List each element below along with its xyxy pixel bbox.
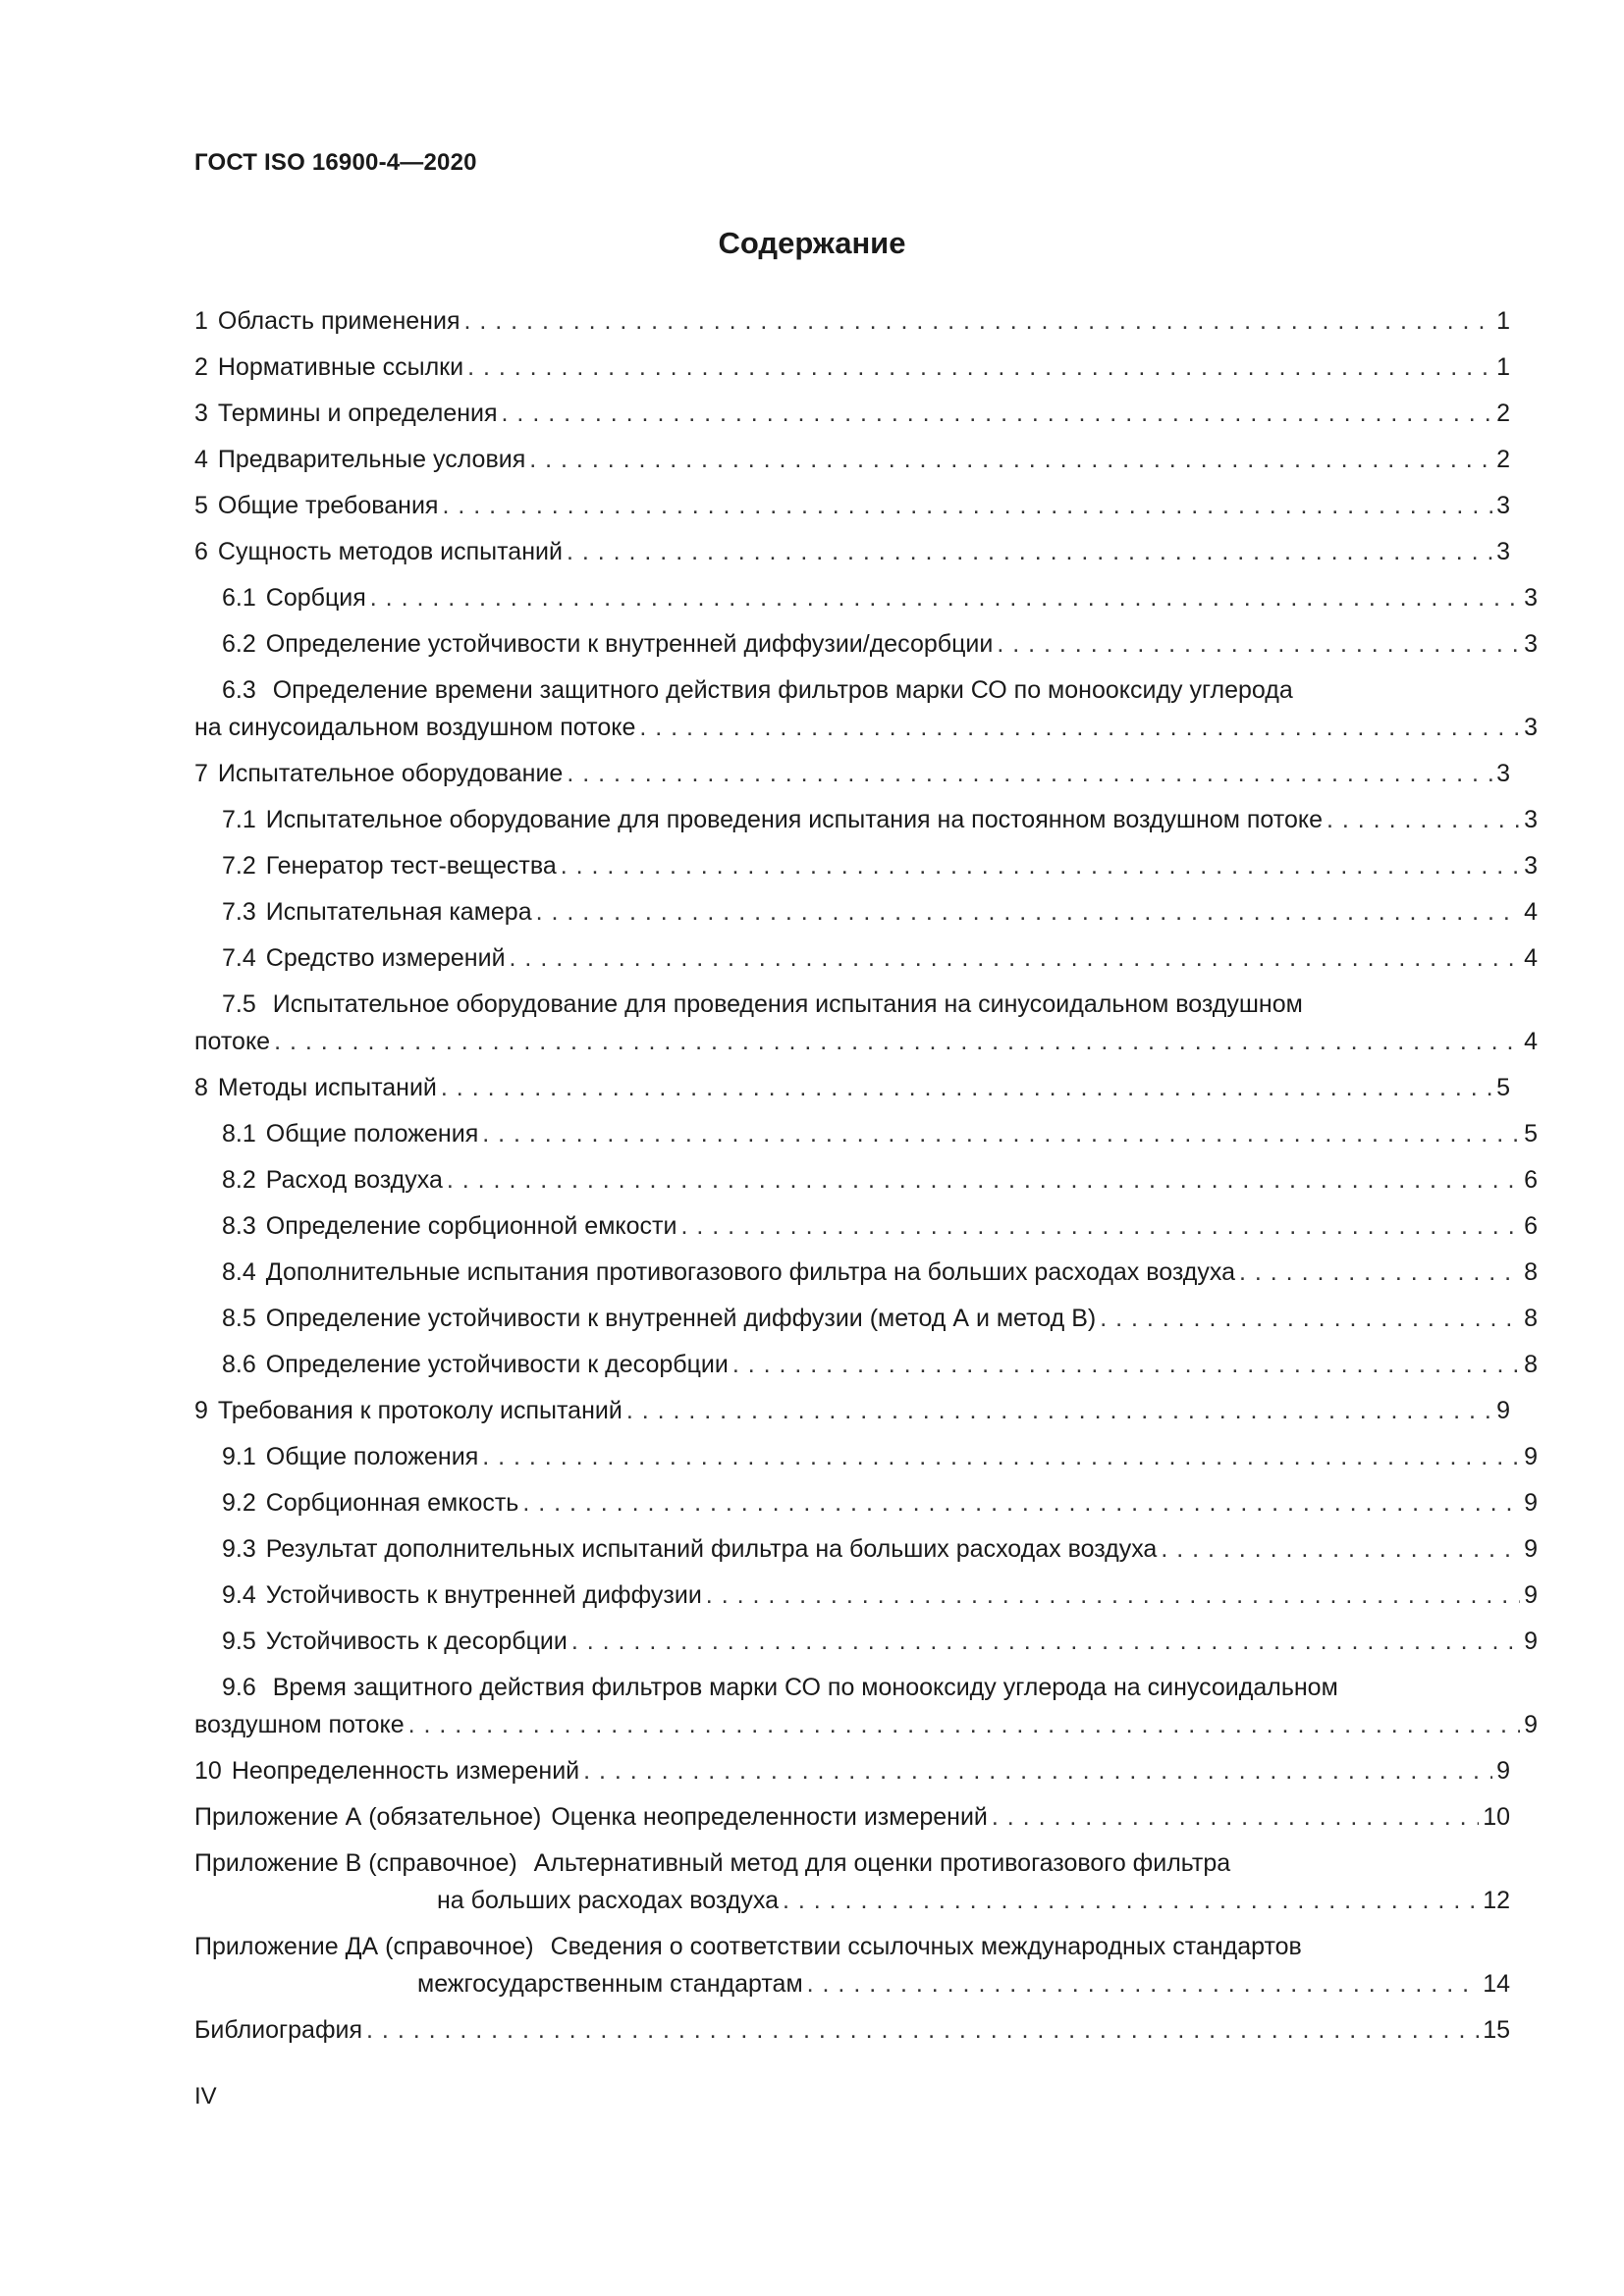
toc-entry-title: Определение устойчивости к десорбции xyxy=(265,1351,729,1378)
dot-leader xyxy=(639,708,1520,747)
toc-entry-number: 9.4 xyxy=(222,1581,256,1609)
dot-leader xyxy=(783,1881,1479,1920)
toc-entry-page: 4 xyxy=(1524,1028,1538,1055)
toc-entry-6-1[interactable] xyxy=(194,578,1538,617)
toc-entry-8-4[interactable] xyxy=(194,1253,1538,1292)
toc-entry-title: Сорбция xyxy=(265,584,366,612)
bibliography-title: Библиография xyxy=(194,2016,363,2044)
appendix-title: Сведения о соответствии ссылочных международных стандартов xyxy=(550,1933,1302,1960)
toc-entry-page: 9 xyxy=(1524,1443,1538,1470)
toc-entry-number: 9.2 xyxy=(222,1489,256,1517)
toc-entry-title: Испытательное оборудование для проведения испытания на постоянном воздушном потоке xyxy=(265,806,1323,833)
toc-entry-page: 3 xyxy=(1496,760,1510,787)
dot-leader xyxy=(561,846,1520,885)
toc-entry-title: Общие положения xyxy=(265,1443,479,1470)
toc-entry-9-2[interactable] xyxy=(194,1483,1538,1522)
dot-leader xyxy=(408,1705,1520,1744)
toc-entry-title: Сорбционная емкость xyxy=(265,1489,519,1517)
dot-leader xyxy=(567,754,1492,793)
toc-entry-page: 5 xyxy=(1496,1074,1510,1101)
dot-leader xyxy=(442,486,1492,525)
toc-entry-number: 6.2 xyxy=(222,630,256,658)
toc-entry-9[interactable] xyxy=(194,1391,1510,1430)
toc-entry-title: Устойчивость к десорбции xyxy=(265,1628,568,1655)
appendix-title-continued: на больших расходах воздуха xyxy=(437,1887,779,1914)
toc-entry-page: 9 xyxy=(1524,1628,1538,1655)
toc-appendix-b[interactable] xyxy=(194,1843,1510,1920)
toc-entry-8-6[interactable] xyxy=(194,1345,1538,1384)
dot-leader xyxy=(536,892,1520,932)
toc-entry-page: 2 xyxy=(1496,446,1510,473)
appendix-label: Приложение В (справочное) xyxy=(194,1849,517,1877)
toc-entry-page: 3 xyxy=(1524,714,1538,741)
dot-leader xyxy=(463,301,1492,341)
toc-entry-title-continued: на синусоидальном воздушном потоке xyxy=(194,714,636,741)
toc-entry-3[interactable] xyxy=(194,394,1510,433)
toc-entry-title: Термины и определения xyxy=(217,400,498,427)
dot-leader xyxy=(1326,800,1520,839)
toc-entry-title: Результат дополнительных испытаний фильтра на больших расходах воздуха xyxy=(265,1535,1158,1563)
dot-leader xyxy=(510,938,1521,978)
dot-leader xyxy=(529,440,1492,479)
toc-entry-page: 4 xyxy=(1524,898,1538,926)
toc-entry-title-continued: потоке xyxy=(194,1028,271,1055)
toc-entry-7-1[interactable] xyxy=(194,800,1538,839)
toc-entry-number: 7.5 xyxy=(222,990,256,1018)
toc-entry-1[interactable] xyxy=(194,301,1510,341)
toc-entry-7-3[interactable] xyxy=(194,892,1538,932)
toc-entry-page: 8 xyxy=(1524,1258,1538,1286)
dot-leader xyxy=(567,532,1492,571)
toc-entry-page: 2 xyxy=(1496,400,1510,427)
toc-entry-number: 8.4 xyxy=(222,1258,256,1286)
dot-leader xyxy=(732,1345,1520,1384)
toc-entry-page: 3 xyxy=(1524,852,1538,880)
toc-entry-page: 8 xyxy=(1524,1305,1538,1332)
toc-entry-9-4[interactable] xyxy=(194,1575,1538,1615)
toc-entry-title: Определение сорбционной емкости xyxy=(265,1212,677,1240)
toc-entry-title: Общие требования xyxy=(217,492,439,519)
toc-entry-number: 7.1 xyxy=(222,806,256,833)
dot-leader xyxy=(706,1575,1520,1615)
toc-entry-title: Нормативные ссылки xyxy=(217,353,464,381)
toc-entry-title: Определение времени защитного действия фильтров марки СО по монооксиду углерода xyxy=(272,676,1293,704)
toc-entry-number: 9.1 xyxy=(222,1443,256,1470)
toc-entry-title: Генератор тест-вещества xyxy=(265,852,557,880)
toc-entry-title: Время защитного действия фильтров марки СО по монооксиду углерода на синусоидальном xyxy=(272,1674,1338,1701)
toc-entry-7-4[interactable] xyxy=(194,938,1538,978)
appendix-title-continued: межгосударственным стандартам xyxy=(417,1970,803,1998)
toc-entry-title: Определение устойчивости к внутренней диффузии (метод А и метод В) xyxy=(265,1305,1097,1332)
toc-appendix-da[interactable] xyxy=(194,1927,1510,2003)
toc-entry-page: 12 xyxy=(1483,1887,1510,1914)
toc-entry-title: Определение устойчивости к внутренней диффузии/десорбции xyxy=(265,630,994,658)
toc-entry-page: 4 xyxy=(1524,944,1538,972)
toc-entry-10[interactable] xyxy=(194,1751,1510,1790)
toc-entry-title: Испытательная камера xyxy=(265,898,532,926)
toc-entry-number: 8.3 xyxy=(222,1212,256,1240)
toc-entry-title: Требования к протоколу испытаний xyxy=(217,1397,623,1424)
toc-entry-number: 4 xyxy=(194,446,208,473)
toc-entry-number: 8 xyxy=(194,1074,208,1101)
toc-entry-page: 3 xyxy=(1496,538,1510,565)
dot-leader xyxy=(680,1206,1520,1246)
toc-entry-number: 6.3 xyxy=(222,676,256,704)
toc-entry-number: 5 xyxy=(194,492,208,519)
toc-entry-9-1[interactable] xyxy=(194,1437,1538,1476)
toc-entry-page: 9 xyxy=(1496,1757,1510,1785)
toc-entry-title-continued: воздушном потоке xyxy=(194,1711,405,1738)
page-number: IV xyxy=(194,2083,217,2109)
appendix-label: Приложение А (обязательное) xyxy=(194,1803,542,1831)
dot-leader xyxy=(626,1391,1492,1430)
toc-entry-page: 3 xyxy=(1496,492,1510,519)
toc-entry-title: Испытательное оборудование для проведения испытания на синусоидальном воздушном xyxy=(272,990,1303,1018)
toc-entry-number: 9.5 xyxy=(222,1628,256,1655)
toc-entry-number: 7.3 xyxy=(222,898,256,926)
toc-entry-7-5[interactable] xyxy=(194,985,1538,1061)
toc-entry-2[interactable] xyxy=(194,347,1510,387)
toc-entry-title: Дополнительные испытания противогазового фильтра на больших расходах воздуха xyxy=(265,1258,1235,1286)
toc-entry-page: 9 xyxy=(1524,1581,1538,1609)
toc-entry-title: Расход воздуха xyxy=(265,1166,443,1194)
toc-entry-8-2[interactable] xyxy=(194,1160,1538,1200)
dot-leader xyxy=(370,578,1520,617)
toc-entry-number: 9.6 xyxy=(222,1674,256,1701)
toc-entry-9-6[interactable] xyxy=(194,1668,1538,1744)
toc-entry-7-2[interactable] xyxy=(194,846,1538,885)
toc-entry-page: 8 xyxy=(1524,1351,1538,1378)
toc-entry-title: Область применения xyxy=(217,307,460,335)
toc-entry-number: 8.6 xyxy=(222,1351,256,1378)
dot-leader xyxy=(482,1114,1520,1153)
toc-entry-page: 1 xyxy=(1496,307,1510,335)
toc-entry-page: 3 xyxy=(1524,806,1538,833)
toc-entry-number: 8.5 xyxy=(222,1305,256,1332)
toc-title: Содержание xyxy=(718,226,906,260)
toc-entry-4[interactable] xyxy=(194,440,1510,479)
toc-entry-page: 9 xyxy=(1524,1489,1538,1517)
dot-leader xyxy=(997,624,1520,664)
dot-leader xyxy=(992,1797,1479,1837)
toc-entry-8[interactable] xyxy=(194,1068,1510,1107)
toc-entry-number: 1 xyxy=(194,307,208,335)
dot-leader xyxy=(1100,1299,1520,1338)
dot-leader xyxy=(571,1622,1520,1661)
toc-entry-number: 10 xyxy=(194,1757,222,1785)
dot-leader xyxy=(522,1483,1520,1522)
appendix-title: Оценка неопределенности измерений xyxy=(551,1803,988,1831)
toc-entry-number: 6.1 xyxy=(222,584,256,612)
toc-entry-page: 9 xyxy=(1524,1535,1538,1563)
toc-entry-number: 8.1 xyxy=(222,1120,256,1148)
toc-entry-number: 7.2 xyxy=(222,852,256,880)
dot-leader xyxy=(441,1068,1492,1107)
dot-leader xyxy=(447,1160,1520,1200)
toc-entry-8-5[interactable] xyxy=(194,1299,1538,1338)
table-of-contents xyxy=(194,301,1538,2056)
toc-entry-title: Неопределенность измерений xyxy=(231,1757,580,1785)
toc-entry-6-2[interactable] xyxy=(194,624,1538,664)
toc-entry-title: Средство измерений xyxy=(265,944,506,972)
toc-entry-number: 9 xyxy=(194,1397,208,1424)
toc-entry-title: Сущность методов испытаний xyxy=(217,538,563,565)
toc-entry-9-5[interactable] xyxy=(194,1622,1538,1661)
toc-entry-5[interactable] xyxy=(194,486,1510,525)
dot-leader xyxy=(274,1022,1520,1061)
toc-entry-8-1[interactable] xyxy=(194,1114,1538,1153)
toc-entry-page: 6 xyxy=(1524,1166,1538,1194)
toc-entry-number: 9.3 xyxy=(222,1535,256,1563)
toc-entry-page: 9 xyxy=(1524,1711,1538,1738)
toc-entry-title: Методы испытаний xyxy=(217,1074,437,1101)
toc-entry-page: 15 xyxy=(1483,2016,1510,2044)
toc-entry-title: Предварительные условия xyxy=(217,446,526,473)
dot-leader xyxy=(366,2010,1479,2050)
toc-bibliography[interactable] xyxy=(194,2010,1510,2050)
dot-leader xyxy=(807,1964,1480,2003)
document-code: ГОСТ ISO 16900-4—2020 xyxy=(194,149,477,176)
toc-entry-8-3[interactable] xyxy=(194,1206,1538,1246)
toc-entry-page: 9 xyxy=(1496,1397,1510,1424)
toc-entry-number: 7 xyxy=(194,760,208,787)
dot-leader xyxy=(1239,1253,1520,1292)
toc-entry-page: 1 xyxy=(1496,353,1510,381)
dot-leader xyxy=(583,1751,1492,1790)
toc-entry-page: 6 xyxy=(1524,1212,1538,1240)
toc-entry-page: 10 xyxy=(1483,1803,1510,1831)
toc-entry-6[interactable] xyxy=(194,532,1510,571)
toc-entry-title: Общие положения xyxy=(265,1120,479,1148)
toc-entry-page: 14 xyxy=(1483,1970,1510,1998)
toc-entry-number: 7.4 xyxy=(222,944,256,972)
appendix-label: Приложение ДА (справочное) xyxy=(194,1933,534,1960)
toc-entry-title: Испытательное оборудование xyxy=(217,760,564,787)
toc-entry-9-3[interactable] xyxy=(194,1529,1538,1569)
toc-entry-number: 8.2 xyxy=(222,1166,256,1194)
toc-entry-number: 2 xyxy=(194,353,208,381)
toc-entry-number: 6 xyxy=(194,538,208,565)
toc-entry-number: 3 xyxy=(194,400,208,427)
appendix-title: Альтернативный метод для оценки противогазового фильтра xyxy=(533,1849,1231,1877)
toc-appendix-a[interactable] xyxy=(194,1797,1510,1837)
toc-entry-page: 5 xyxy=(1524,1120,1538,1148)
dot-leader xyxy=(467,347,1492,387)
dot-leader xyxy=(482,1437,1520,1476)
toc-entry-title: Устойчивость к внутренней диффузии xyxy=(265,1581,702,1609)
toc-entry-page: 3 xyxy=(1524,630,1538,658)
toc-entry-6-3[interactable] xyxy=(194,670,1538,747)
toc-entry-7[interactable] xyxy=(194,754,1510,793)
dot-leader xyxy=(502,394,1493,433)
toc-entry-page: 3 xyxy=(1524,584,1538,612)
dot-leader xyxy=(1161,1529,1520,1569)
